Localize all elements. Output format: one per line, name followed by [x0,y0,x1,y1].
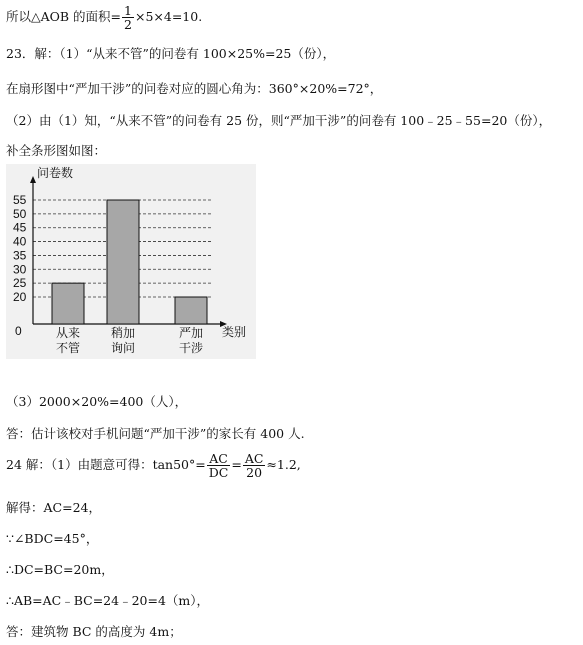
y-tick-label-45: 45 [13,220,27,235]
x-axis-title: 类别 [222,325,247,339]
q23-answer-line: 答：估计该校对手机问题“严加干涉”的家长有 400 人. [6,426,305,441]
bar-chart-svg [6,164,256,359]
tan-text-pre: 24 解：（1）由题意可得：tan50°= [6,457,206,472]
bar-2 [107,200,139,324]
area-text-pre: 所以△AOB 的面积= [6,9,122,24]
ac-dc-numerator: AC [209,451,228,466]
area-text-post: ×5×4=10. [134,9,203,24]
q24-answer-line: 答：建筑物 BC 的高度为 4m； [6,624,182,639]
q24-dc-line: ∴DC=BC=20m， [6,562,114,577]
bar-chart [6,164,256,359]
q23-complete-chart-line: 补全条形图如图： [6,143,107,158]
y-tick-label-30: 30 [13,262,27,277]
tan-text-post: ≈1.2, [266,457,301,472]
bar-1 [52,283,84,324]
q24-angle-line: ∵∠BDC=45°， [6,531,99,546]
bar-3 [175,297,207,324]
y-tick-label-25: 25 [13,276,27,291]
equals-sign: = [231,457,242,472]
category-label-3-line1: 严加 [178,326,204,340]
category-label-2-line2: 询问 [110,341,136,355]
ac-20-numerator: AC [244,451,264,466]
category-label-1-line2: 不管 [55,341,81,355]
y-tick-label-35: 35 [13,248,27,263]
y-tick-label-20: 20 [13,290,27,304]
y-tick-label-40: 40 [13,234,27,249]
q24-tan-line [6,452,301,479]
q23-part2-line: （2）由（1）知，“从来不管”的问卷有 25 份，则“严加干涉”的问卷有 100﹣25﹣55=20（份）， [6,113,552,128]
half-fraction [122,4,134,31]
q23-part1-line: 23．解：（1）“从来不管”的问卷有 100×25%=25（份）， [6,46,336,61]
ac-20-fraction [243,452,266,479]
origin-label: 0 [15,324,22,338]
y-tick-label-50: 50 [13,206,27,221]
q23-part3-line: （3）2000×20%=400（人）， [6,394,188,409]
y-tick-label-55: 55 [13,193,27,207]
y-axis-arrow [30,176,36,183]
q23-angle-line: 在扇形图中“严加干涉”的问卷对应的圆心角为：360°×20%=72°， [6,81,383,96]
ac-20-denominator: 20 [246,465,263,480]
ac-dc-fraction [207,452,231,479]
category-label-1-line1: 从来 [55,326,81,340]
category-label-2-line1: 稍加 [110,326,136,340]
y-axis-title: 问卷数 [37,166,74,180]
ac-dc-denominator: DC [208,465,229,480]
category-label-3-line2: 干涉 [178,341,204,355]
q24-solve-line: 解得：AC=24， [6,500,101,515]
area-line [6,4,202,31]
fraction-denominator: 2 [124,17,132,32]
q24-ab-line: ∴AB=AC﹣BC=24﹣20=4（m）， [6,593,210,608]
fraction-numerator: 1 [124,3,132,18]
